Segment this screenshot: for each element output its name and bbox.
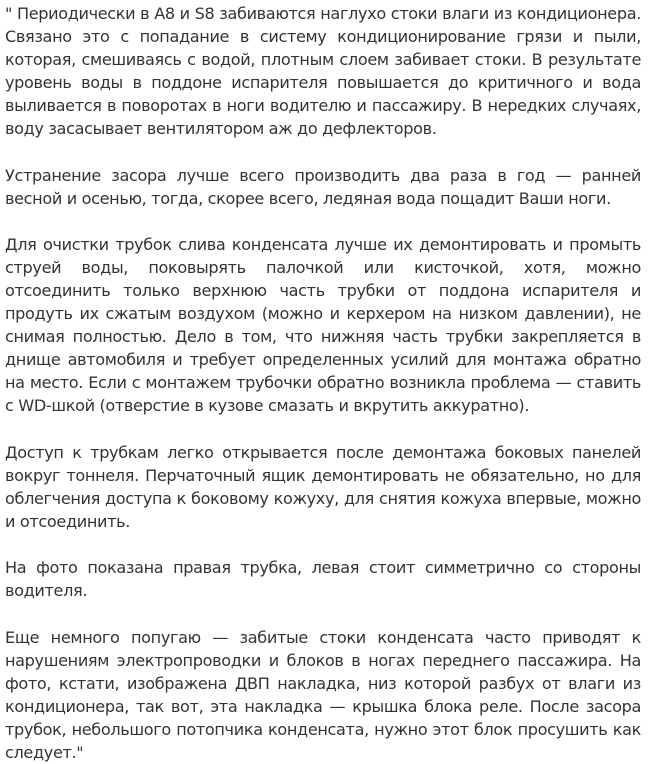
article-text <box>5 2 641 764</box>
paragraph-photo-note: На фото показана правая трубка, левая стоит симметрично со стороны водителя. <box>5 558 641 600</box>
paragraph-relay-box: Еще немного попугаю — забитые стоки конденсата часто приводят к нарушениям электропроводки и блоков в ногах переднего пассажира. На фото, кстати, изображена ДВП накладка, низ которой разбух от влаги из кондиционера, так вот, эта накладка — крышка блока реле. После засора трубок, небольшого потопчика конденсата, нужно этот блок просушить как следует." <box>5 627 641 762</box>
paragraph-cleaning-method: Для очистки трубок слива конденсата лучше их демонтировать и промыть струей воды, поковырять палочкой или кисточкой, хотя, можно отсоединить только верхнюю часть трубки от поддона испарителя и продуть их сжатым воздухом (можно и керхером на низком давлении), не снимая полностью. Дело в том, что нижняя часть трубки закрепляется в днище автомобиля и требует определенных усилий для монтажа обратно на место. Если с монтажем трубочки обратно возникла проблема — ставить с WD-шкой (отверстие в кузове смазать и вкрутить аккуратно). <box>5 235 641 415</box>
paragraph-cleaning-schedule: Устранение засора лучше всего производить два раза в год — ранней весной и осенью, тогда, скорее всего, ледяная вода пощадит Ваши ноги. <box>5 165 641 208</box>
paragraph-drain-clogging: " Периодически в А8 и S8 забиваются наглухо стоки влаги из кондиционера. Связано это с попадание в систему кондиционирование грязи и пыли, которая, смешиваясь с водой, плотным слоем забивает стоки. В результате уровень воды в поддоне испарителя повышается до критичного и вода выливается в поворотах в ноги водителю и пассажиру. В нередких случаях, воду засасывает вентилятором аж до дефлекторов. <box>5 4 641 138</box>
paragraph-access: Доступ к трубкам легко открывается после демонтажа боковых панелей вокруг тоннеля. Перчаточный ящик демонтировать не обязательно, но для облегчения доступа к боковому кожуху, для снятия кожуха впервые, можно и отсоединить. <box>5 442 641 531</box>
